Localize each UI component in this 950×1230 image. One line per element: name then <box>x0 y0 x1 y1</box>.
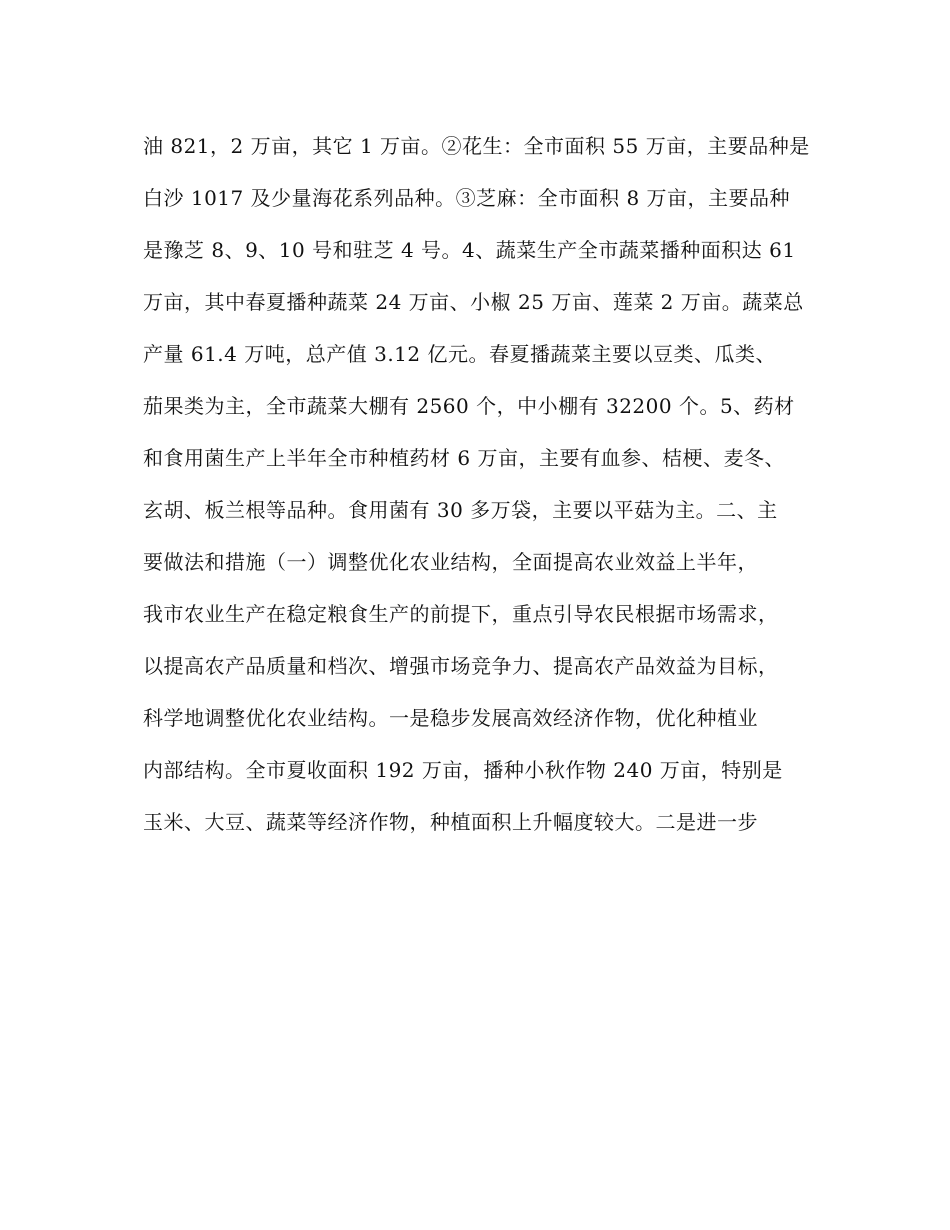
text-line: 科学地调整优化农业结构。一是稳步发展高效经济作物，优化种植业 <box>143 706 758 730</box>
text-line: 玉米、大豆、蔬菜等经济作物，种植面积上升幅度较大。二是进一步 <box>143 810 758 834</box>
text-line: 我市农业生产在稳定粮食生产的前提下，重点引导农民根据市场需求， <box>143 602 779 626</box>
text-line: 是豫芝 8、9、10 号和驻芝 4 号。4、蔬菜生产全市蔬菜播种面积达 61 <box>143 238 796 262</box>
text-line: 以提高农产品质量和档次、增强市场竞争力、提高农产品效益为目标， <box>143 654 779 678</box>
text-line: 内部结构。全市夏收面积 192 万亩，播种小秋作物 240 万亩，特别是 <box>143 758 783 782</box>
text-line: 产量 61.4 万吨，总产值 3.12 亿元。春夏播蔬菜主要以豆类、瓜类、 <box>143 342 776 366</box>
body-text <box>143 120 823 848</box>
text-line: 茄果类为主，全市蔬菜大棚有 2560 个，中小棚有 32200 个。5、药材 <box>143 394 795 418</box>
text-line: 白沙 1017 及少量海花系列品种。③芝麻：全市面积 8 万亩，主要品种 <box>143 186 791 210</box>
text-line: 玄胡、板兰根等品种。食用菌有 30 多万袋，主要以平菇为主。二、主 <box>143 498 778 522</box>
text-line: 和食用菌生产上半年全市种植药材 6 万亩，主要有血参、桔梗、麦冬、 <box>143 446 785 470</box>
text-line: 要做法和措施（一）调整优化农业结构，全面提高农业效益上半年， <box>143 550 758 574</box>
text-line: 油 821，2 万亩，其它 1 万亩。②花生：全市面积 55 万亩，主要品种是 <box>143 134 810 158</box>
text-line: 万亩，其中春夏播种蔬菜 24 万亩、小椒 25 万亩、莲菜 2 万亩。蔬菜总 <box>143 290 804 314</box>
